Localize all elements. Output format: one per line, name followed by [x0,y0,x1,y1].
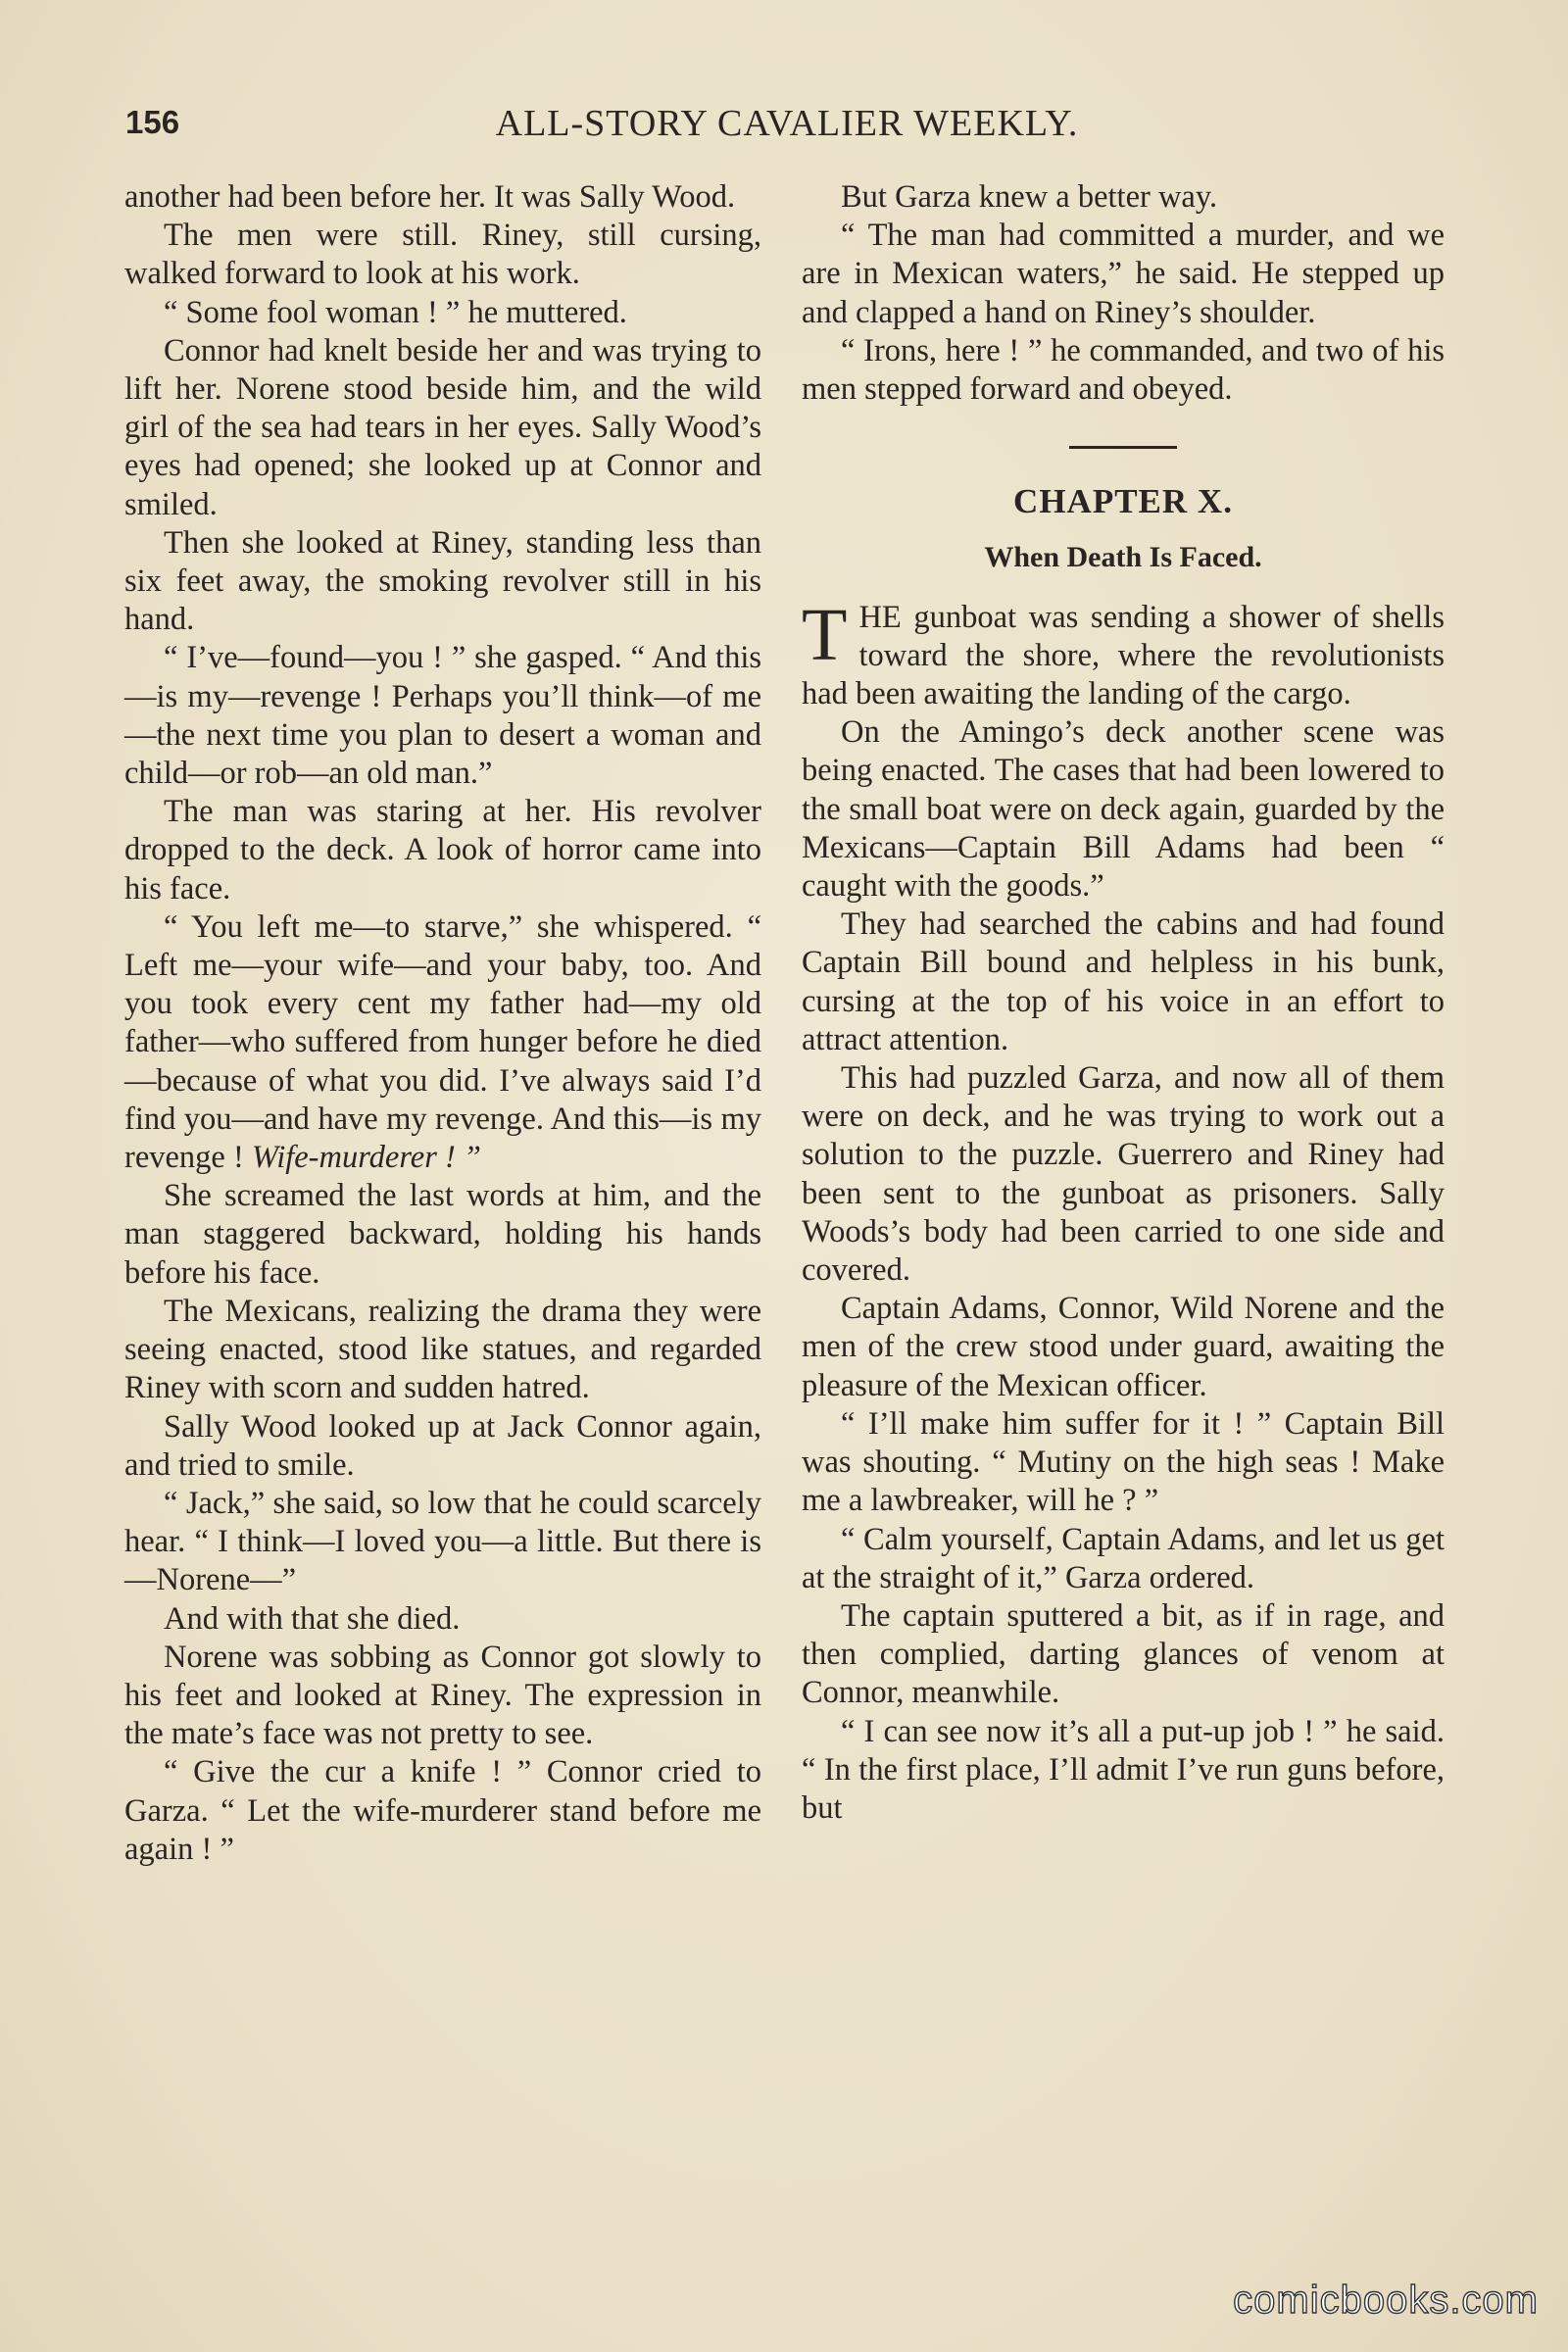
chapter-opening-paragraph [802,593,1445,714]
paragraph: She screamed the last words at him, and the man staggered backward, holding his hands before his face. [124,1178,761,1291]
paragraph: The man was staring at her. His revolver dropped to the deck. A look of horror came into his face. [124,794,761,906]
paragraph: This had puzzled Garza, and now all of them were on deck, and he was trying to work out a solution to the puzzle. Guerrero and Riney had been sent to the gunboat as prisoners. Sally Woods’s body had been carried to one side and covered. [802,1060,1445,1289]
section-divider [1069,446,1177,449]
page-number: 156 [125,104,180,140]
paragraph: They had searched the cabins and had found Captain Bill bound and helpless in his bunk, cursing at the top of his voice in an effort to attract attention. [802,906,1445,1057]
paragraph: But Garza knew a better way. [841,179,1218,215]
running-head: ALL-STORY CAVALIER WEEKLY. [495,103,1079,144]
paragraph: On the Amingo’s deck another scene was being enacted. The cases that had been lowered to the small boat were on deck again, guarded by the Mexicans—Captain Bill Adams had been “ caught with the goods.” [802,714,1445,905]
paragraph: “ Give the cur a knife ! ” Connor cried to Garza. “ Let the wife-murderer stand before me again ! ” [124,1754,761,1867]
paragraph: “ I’ll make him suffer for it ! ” Captain Bill was shouting. “ Mutiny on the high seas ! Make me a lawbreaker, will he ? ” [802,1405,1445,1519]
watermark-logo: comicbooks.com [1233,2278,1539,2322]
paragraph: The Mexicans, realizing the drama they were seeing enacted, stood like statues, and regarded Riney with scorn and sudden hatred. [124,1293,761,1406]
paragraph: Sally Wood looked up at Jack Connor again, and tried to smile. [124,1408,761,1483]
paragraph: Connor had knelt beside her and was trying to lift her. Norene stood beside him, and the wild girl of the sea had tears in her eyes. Sally Wood’s eyes had opened; she looked up at Connor and smiled. [124,332,761,522]
paragraph: “ I’ve—found—you ! ” she gasped. “ And this—is my—revenge ! Perhaps you’ll think—of me—the next time you plan to desert a woman and child—or rob—an old man.” [124,640,761,792]
paragraph: another had been before her. It was Sally Wood. [124,179,736,215]
paragraph: “ The man had committed a murder, and we are in Mexican waters,” he said. He stepped up and clapped a hand on Riney’s shoulder. [802,218,1445,330]
paragraph: “ I can see now it’s all a put-up job ! ” he said. “ In the first place, I’ll admit I’ve run guns before, but [802,1713,1445,1826]
paragraph: The captain sputtered a bit, as if in rage, and then complied, darting glances of venom at Connor, meanwhile. [802,1597,1445,1711]
paragraph: “ Jack,” she said, so low that he could scarcely hear. “ I think—I loved you—a little. But there is—Norene—” [124,1485,761,1598]
paragraph: Then she looked at Riney, standing less than six feet away, the smoking revolver still in his hand. [124,524,761,638]
paragraph-text: HE gunboat was sending a shower of shells toward the shore, where the revolutionists had been awaiting the landing of the cargo. [802,599,1445,712]
italic-phrase: Wife-murderer ! ” [251,1140,482,1176]
right-column [802,178,1445,1828]
paragraph: “ Calm yourself, Captain Adams, and let us get at the straight of it,” Garza ordered. [802,1521,1445,1595]
paragraph-text: “ You left me—to starve,” she whispered. “ Left me—your wife—and your baby, too. And you took every cent my father had—my old father—who suffered from hunger before he died—because of what you did. I’ve always said I’d find you—and have my revenge. And this—is my revenge ! [124,908,761,1176]
left-column [124,178,761,1869]
paragraph: “ Irons, here ! ” he commanded, and two of his men stepped forward and obeyed. [802,332,1445,408]
paragraph: The men were still. Riney, still cursing, walked forward to look at his work. [124,218,761,292]
chapter-subtitle: When Death Is Faced. [984,541,1262,574]
paragraph: Norene was sobbing as Connor got slowly to his feet and looked at Riney. The expression in the mate’s face was not pretty to see. [124,1639,761,1752]
drop-cap: T [802,593,848,676]
paragraph: Captain Adams, Connor, Wild Norene and the men of the crew stood under guard, awaiting the pleasure of the Mexican officer. [802,1291,1445,1403]
chapter-title: CHAPTER X. [1013,482,1233,521]
page-header [125,98,1448,157]
paragraph-with-italic [124,908,761,1177]
paragraph: And with that she died. [164,1600,461,1637]
paragraph: “ Some fool woman ! ” he muttered. [164,294,627,330]
